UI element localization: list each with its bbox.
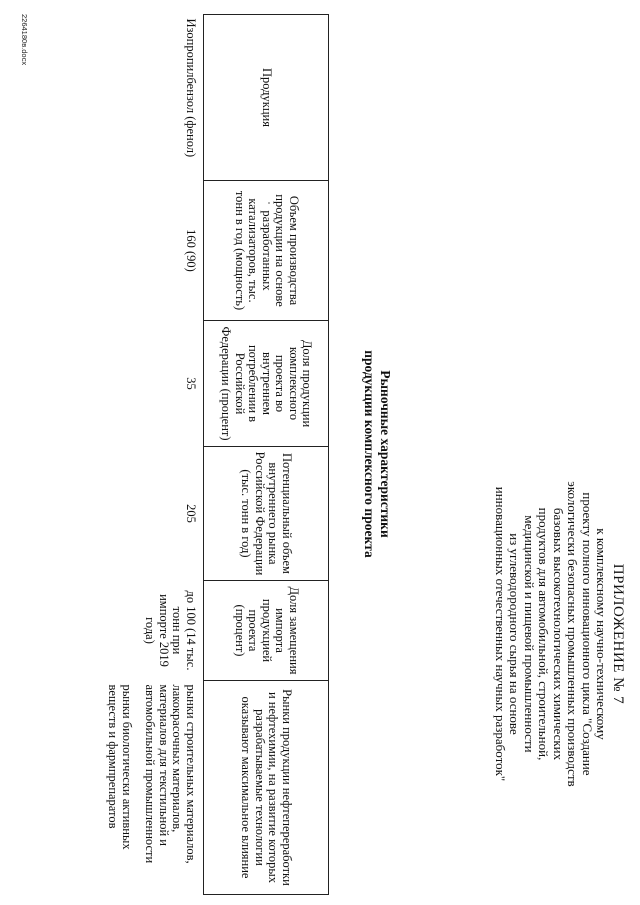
markets-item: рынки строительных материалов, лакокрасочных материалов, материалов для текстильной и автомобильной промышленности [143,684,198,864]
header-line: экологически безопасных промышленных производств [565,481,581,787]
markets-item: рынки биологически активных веществ и фармпрепаратов [106,684,134,850]
section-title [361,14,393,894]
column-header-markets: Рынки продукции нефтепереработки и нефтехимии, на развитие которых разрабатываемые технологии оказывают максимальное влияние [204,681,329,895]
cell-import-share: до 100 (14 тыс. тонн при импорте 2019 года) [143,590,198,671]
column-header-import-share: Доля замещения импорта продукцией проекта (процент) [204,581,329,681]
title-line-1: Рыночные характеристики [378,370,393,538]
scan-speck [268,202,270,204]
document-file-code: 2264180в.docx [20,14,29,66]
column-header-share: Доля продукции комплексного проекта во внутреннем потреблении в Российской Федерации (процент) [204,321,329,447]
header-line: продуктов для автомобильной, строительной, [536,507,552,761]
header-line: из углеводородного сырья на основе [507,533,523,735]
cell-product: Изопропилбензол (фенол) [184,18,198,158]
header-line: инновационных отечественных научных разработок" [493,486,508,782]
header-line: проекту полного инновационного цикла "Создание [580,492,595,776]
cell-markets [106,681,204,895]
cell-market: 205 [184,504,198,523]
table-row [106,15,204,895]
appendix-number: ПРИЛОЖЕНИЕ № 7 [610,563,626,705]
cell-volume: 160 (90) [184,229,198,272]
column-header-product: Продукция [204,15,329,181]
header-line: к комплексному научно-техническому [594,528,610,740]
rotated-landscape-content [15,14,625,894]
appendix-header [493,14,626,894]
table-header-row [204,15,329,895]
title-line-2: продукции комплексного проекта [362,350,377,558]
header-line: базовых высокотехнологических химических [551,507,566,761]
column-header-market: Потенциальный объем внутреннего рынка Российской Федерации (тыс. тонн в год) [204,447,329,581]
header-line: медицинской и пищевой промышленности [522,515,537,753]
cell-share: 35 [184,377,198,390]
market-characteristics-table [106,14,329,895]
column-header-volume: Объем производства продукции на основе разработанных катализаторов, тыс. тонн в год (мощность) [204,181,329,321]
